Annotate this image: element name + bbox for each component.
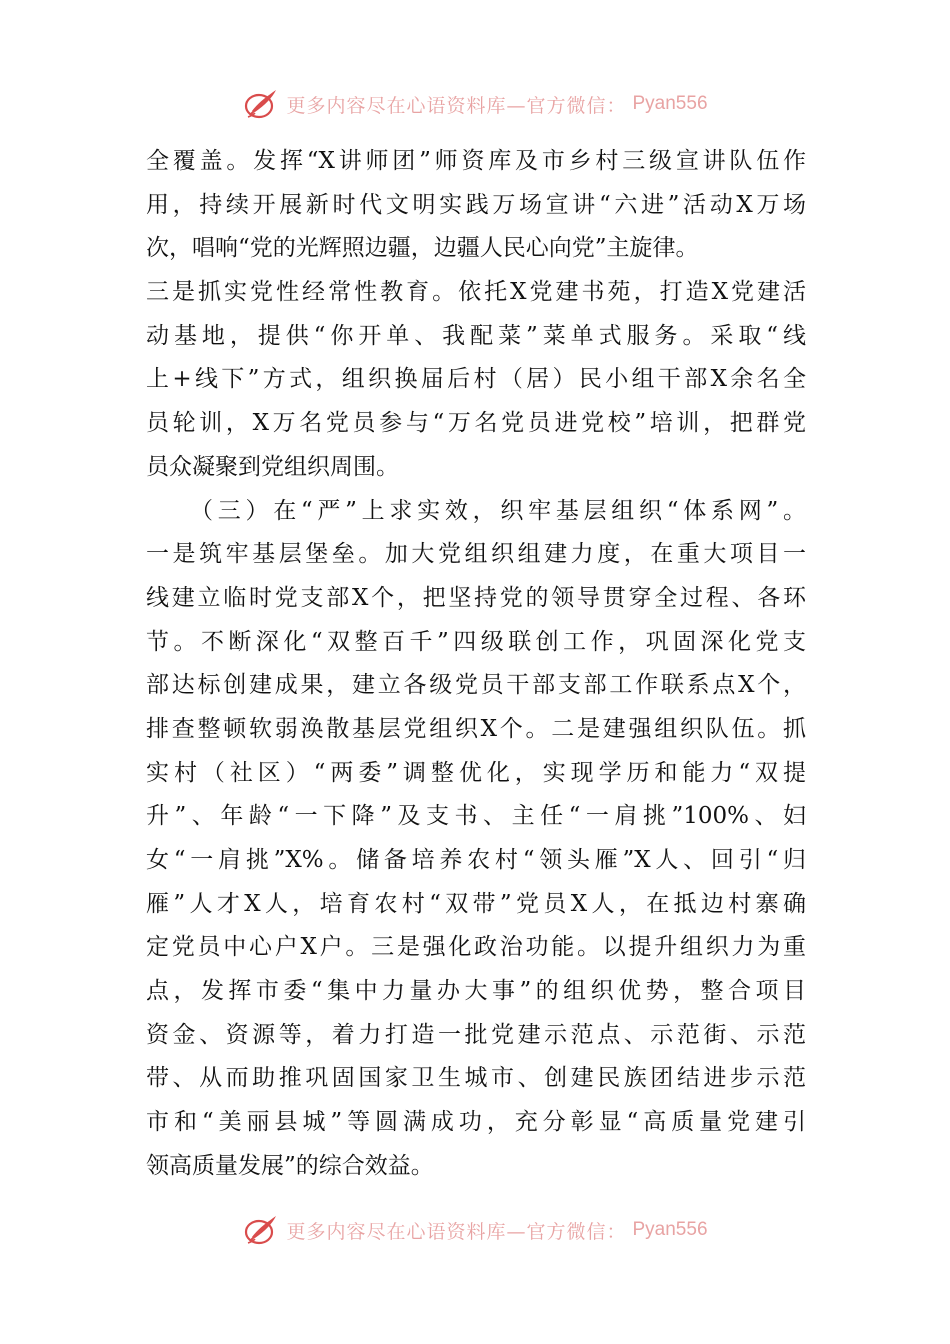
quill-logo-icon (242, 87, 280, 121)
footer-wechat-id: Pyan556 (632, 1219, 708, 1240)
text-line: 市和“美丽县城”等圆满成功，充分彰显“高质量党建引 (146, 1109, 806, 1136)
text-line: 点，发挥市委“集中力量办大事”的组织优势，整合项目 (146, 978, 806, 1005)
text-line: 三是抓实党性经常性教育。依托X党建书苑，打造X党建活 (146, 279, 806, 306)
header-wechat-id: Pyan556 (632, 93, 708, 114)
footer-banner-text: 更多内容尽在心语资料库—官方微信： (286, 1220, 627, 1243)
text-line: 领高质量发展”的综合效益。 (146, 1152, 434, 1179)
text-line: 排查整顿软弱涣散基层党组织X个。二是建强组织队伍。抓 (146, 715, 806, 742)
text-line: 员众凝聚到党组织周围。 (146, 453, 399, 480)
text-line: 雁”人才X人，培育农村“双带”党员X人，在抵边村寨确 (146, 890, 806, 917)
quill-logo-icon (242, 1213, 280, 1247)
text-line: （三）在“严”上求实效，织牢基层组织“体系网”。 (146, 497, 806, 524)
text-line: 用，持续开展新时代文明实践万场宣讲“六进”活动X万场 (146, 191, 806, 218)
header-banner (0, 84, 950, 124)
text-line: 全覆盖。发挥“X讲师团”师资库及市乡村三级宣讲队伍作 (146, 148, 806, 174)
text-line: 节。不断深化“双整百千”四级联创工作，巩固深化党支 (146, 628, 806, 655)
text-line: 一是筑牢基层堡垒。加大党组织组建力度，在重大项目一 (146, 541, 806, 568)
text-line: 升”、年龄“一下降”及支书、主任“一肩挑”100%、妇 (146, 803, 806, 830)
text-line: 实村（社区）“两委”调整优化，实现学历和能力“双提 (146, 759, 806, 786)
text-line: 上+线下”方式，组织换届后村（居）民小组干部X余名全 (146, 366, 806, 393)
text-line: 线建立临时党支部X个，把坚持党的领导贯穿全过程、各环 (146, 584, 806, 611)
text-line: 资金、资源等，着力打造一批党建示范点、示范街、示范 (146, 1021, 806, 1048)
text-line: 带、从而助推巩固国家卫生城市、创建民族团结进步示范 (146, 1065, 806, 1092)
text-line: 动基地，提供“你开单、我配菜”菜单式服务。采取“线 (146, 322, 806, 349)
footer-banner (0, 1210, 950, 1250)
body-text (146, 140, 806, 1189)
text-line: 定党员中心户X户。三是强化政治功能。以提升组织力为重 (146, 934, 806, 961)
text-line: 部达标创建成果，建立各级党员干部支部工作联系点X个， (146, 672, 806, 699)
text-line: 女“一肩挑”X%。储备培养农村“领头雁”X人、回引“归 (146, 847, 806, 873)
header-banner-text: 更多内容尽在心语资料库—官方微信： (286, 94, 627, 117)
text-line: 次，唱响“党的光辉照边疆，边疆人民心向党”主旋律。 (146, 235, 699, 262)
text-line: 员轮训，X万名党员参与“万名党员进党校”培训，把群党 (146, 410, 806, 437)
